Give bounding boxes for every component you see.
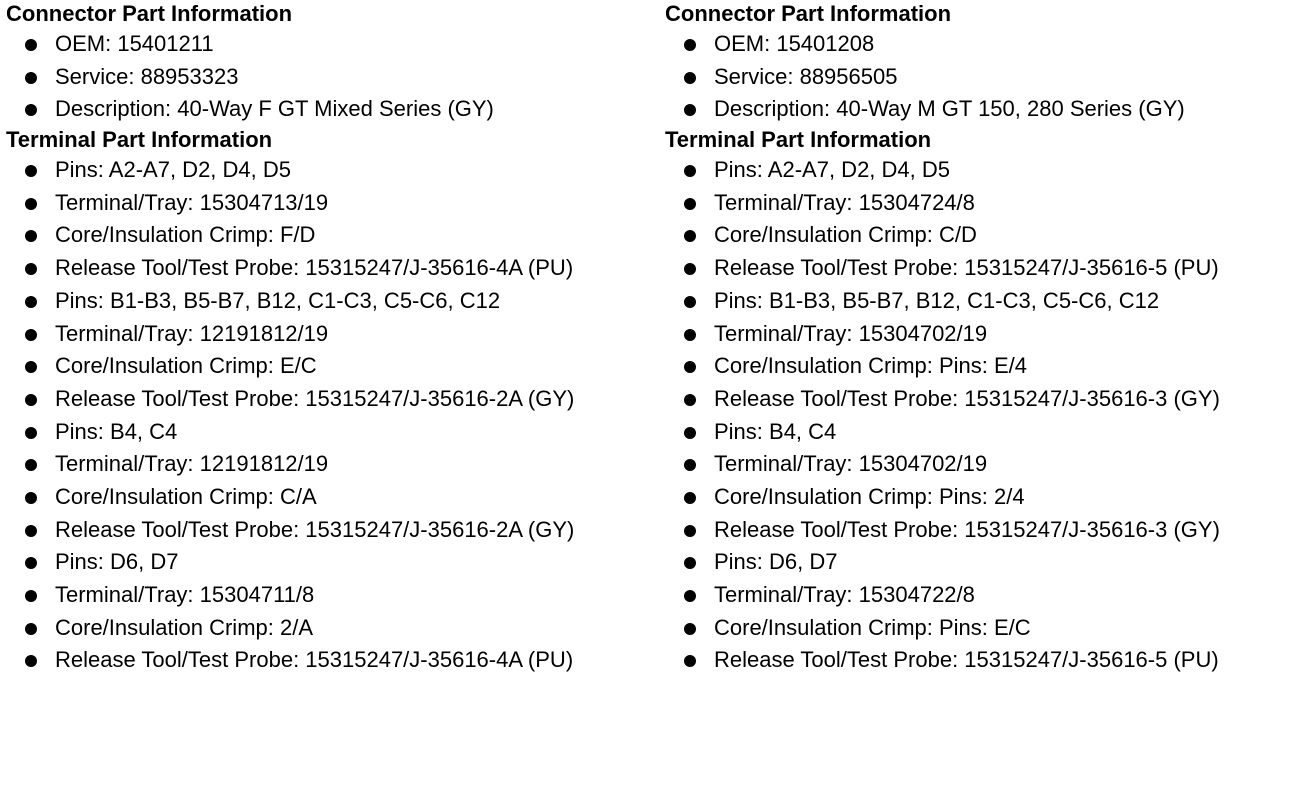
terminal-release-tool: Release Tool/Test Probe: 15315247/J-35616-2A (GY): [55, 385, 575, 411]
list-item: [665, 644, 1312, 677]
terminal-group: [665, 546, 1312, 677]
list-item: [665, 219, 1312, 252]
bullet-icon: [684, 557, 696, 569]
connector-description: Description: 40-Way F GT Mixed Series (GY): [55, 96, 494, 122]
terminal-pins: Pins: B4, C4: [714, 418, 837, 444]
terminal-release-tool: Release Tool/Test Probe: 15315247/J-35616-3 (GY): [714, 385, 1220, 411]
bullet-icon: [25, 459, 37, 471]
list-item: [665, 612, 1312, 645]
bullet-icon: [25, 165, 37, 177]
bullet-icon: [25, 72, 37, 84]
left-column: [6, 0, 656, 677]
bullet-icon: [25, 39, 37, 51]
bullet-icon: [25, 492, 37, 504]
list-item: [665, 154, 1312, 187]
list-item: [6, 416, 656, 449]
list-item: [665, 579, 1312, 612]
terminal-tray: Terminal/Tray: 15304724/8: [714, 189, 975, 215]
list-item: [6, 93, 656, 126]
terminal-tray: Terminal/Tray: 15304713/19: [55, 189, 329, 215]
terminal-group: [6, 154, 656, 285]
terminal-release-tool: Release Tool/Test Probe: 15315247/J-35616-5 (PU): [714, 647, 1219, 673]
connector-info-list: [665, 28, 1312, 126]
terminal-group: [6, 285, 656, 416]
list-item: [665, 28, 1312, 61]
list-item: [665, 285, 1312, 318]
bullet-icon: [25, 525, 37, 537]
terminal-group: [665, 416, 1312, 547]
bullet-icon: [684, 427, 696, 439]
bullet-icon: [684, 263, 696, 275]
bullet-icon: [684, 296, 696, 308]
bullet-icon: [684, 525, 696, 537]
bullet-icon: [684, 230, 696, 242]
list-item: [6, 28, 656, 61]
terminal-tray: Terminal/Tray: 15304722/8: [714, 582, 975, 607]
terminal-heading: Terminal Part Information: [6, 127, 273, 153]
terminal-release-tool: Release Tool/Test Probe: 15315247/J-35616-2A (GY): [55, 516, 575, 542]
terminal-release-tool: Release Tool/Test Probe: 15315247/J-35616-4A (PU): [55, 255, 574, 281]
bullet-icon: [25, 623, 37, 635]
connector-info-list: [6, 28, 656, 126]
list-item: [6, 448, 656, 481]
terminal-crimp: Core/Insulation Crimp: C/D: [714, 222, 977, 248]
bullet-icon: [684, 198, 696, 210]
terminal-heading: Terminal Part Information: [665, 127, 932, 153]
bullet-icon: [684, 104, 696, 116]
terminal-group: [665, 285, 1312, 416]
connector-service: Service: 88956505: [714, 63, 898, 89]
terminal-crimp: Core/Insulation Crimp: Pins: E/C: [714, 614, 1031, 640]
terminal-tray: Terminal/Tray: 15304702/19: [714, 320, 988, 346]
terminal-group: [6, 416, 656, 547]
terminal-group: [6, 546, 656, 677]
list-item: [6, 579, 656, 612]
list-item: [665, 61, 1312, 94]
list-item: [6, 154, 656, 187]
list-item: [665, 187, 1312, 220]
bullet-icon: [684, 590, 696, 602]
terminal-pins: Pins: D6, D7: [714, 549, 838, 575]
list-item: [6, 350, 656, 383]
bullet-icon: [684, 72, 696, 84]
connector-oem: OEM: 15401208: [714, 31, 875, 56]
connector-heading: Connector Part Information: [665, 1, 952, 26]
list-item: [665, 252, 1312, 285]
list-item: [6, 383, 656, 416]
terminal-pins: Pins: A2-A7, D2, D4, D5: [55, 157, 291, 183]
bullet-icon: [25, 263, 37, 275]
right-column: [665, 0, 1312, 677]
bullet-icon: [684, 394, 696, 406]
bullet-icon: [684, 655, 696, 667]
terminal-pins: Pins: D6, D7: [55, 549, 179, 575]
bullet-icon: [25, 198, 37, 210]
bullet-icon: [684, 165, 696, 177]
terminal-crimp: Core/Insulation Crimp: C/A: [55, 483, 317, 509]
list-item: [665, 514, 1312, 547]
terminal-pins: Pins: B4, C4: [55, 418, 178, 444]
list-item: [665, 481, 1312, 514]
list-item: [6, 61, 656, 94]
terminal-crimp: Core/Insulation Crimp: Pins: E/4: [714, 353, 1028, 379]
list-item: [665, 318, 1312, 351]
bullet-icon: [25, 230, 37, 242]
bullet-icon: [25, 394, 37, 406]
list-item: [665, 93, 1312, 126]
bullet-icon: [25, 427, 37, 439]
connector-heading: Connector Part Information: [6, 1, 293, 26]
terminal-release-tool: Release Tool/Test Probe: 15315247/J-35616-4A (PU): [55, 647, 574, 673]
bullet-icon: [25, 590, 37, 602]
list-item: [6, 252, 656, 285]
list-item: [665, 448, 1312, 481]
bullet-icon: [684, 361, 696, 373]
bullet-icon: [25, 329, 37, 341]
list-item: [6, 546, 656, 579]
terminal-crimp: Core/Insulation Crimp: 2/A: [55, 614, 313, 640]
list-item: [665, 546, 1312, 579]
list-item: [6, 285, 656, 318]
list-item: [6, 644, 656, 677]
terminal-pins: Pins: B1-B3, B5-B7, B12, C1-C3, C5-C6, C12: [55, 287, 501, 313]
connector-service: Service: 88953323: [55, 63, 239, 89]
connector-description: Description: 40-Way M GT 150, 280 Series (GY): [714, 96, 1185, 122]
terminal-pins: Pins: B1-B3, B5-B7, B12, C1-C3, C5-C6, C12: [714, 287, 1160, 313]
bullet-icon: [25, 296, 37, 308]
terminal-tray: Terminal/Tray: 15304711/8: [55, 582, 315, 607]
bullet-icon: [25, 361, 37, 373]
bullet-icon: [684, 329, 696, 341]
list-item: [6, 187, 656, 220]
list-item: [665, 416, 1312, 449]
connector-oem: OEM: 15401211: [55, 31, 214, 56]
terminal-crimp: Core/Insulation Crimp: Pins: 2/4: [714, 483, 1025, 509]
list-item: [665, 350, 1312, 383]
bullet-icon: [684, 623, 696, 635]
list-item: [6, 219, 656, 252]
terminal-crimp: Core/Insulation Crimp: F/D: [55, 222, 316, 248]
bullet-icon: [684, 39, 696, 51]
terminal-pins: Pins: A2-A7, D2, D4, D5: [714, 157, 950, 183]
terminal-release-tool: Release Tool/Test Probe: 15315247/J-35616-5 (PU): [714, 255, 1219, 281]
terminal-tray: Terminal/Tray: 15304702/19: [714, 451, 988, 477]
bullet-icon: [25, 104, 37, 116]
list-item: [6, 514, 656, 547]
bullet-icon: [684, 492, 696, 504]
terminal-release-tool: Release Tool/Test Probe: 15315247/J-35616-3 (GY): [714, 516, 1220, 542]
list-item: [6, 481, 656, 514]
bullet-icon: [684, 459, 696, 471]
list-item: [6, 318, 656, 351]
bullet-icon: [25, 655, 37, 667]
list-item: [665, 383, 1312, 416]
terminal-group: [665, 154, 1312, 285]
bullet-icon: [25, 557, 37, 569]
terminal-tray: Terminal/Tray: 12191812/19: [55, 451, 329, 477]
terminal-crimp: Core/Insulation Crimp: E/C: [55, 353, 317, 379]
terminal-tray: Terminal/Tray: 12191812/19: [55, 320, 329, 346]
list-item: [6, 612, 656, 645]
